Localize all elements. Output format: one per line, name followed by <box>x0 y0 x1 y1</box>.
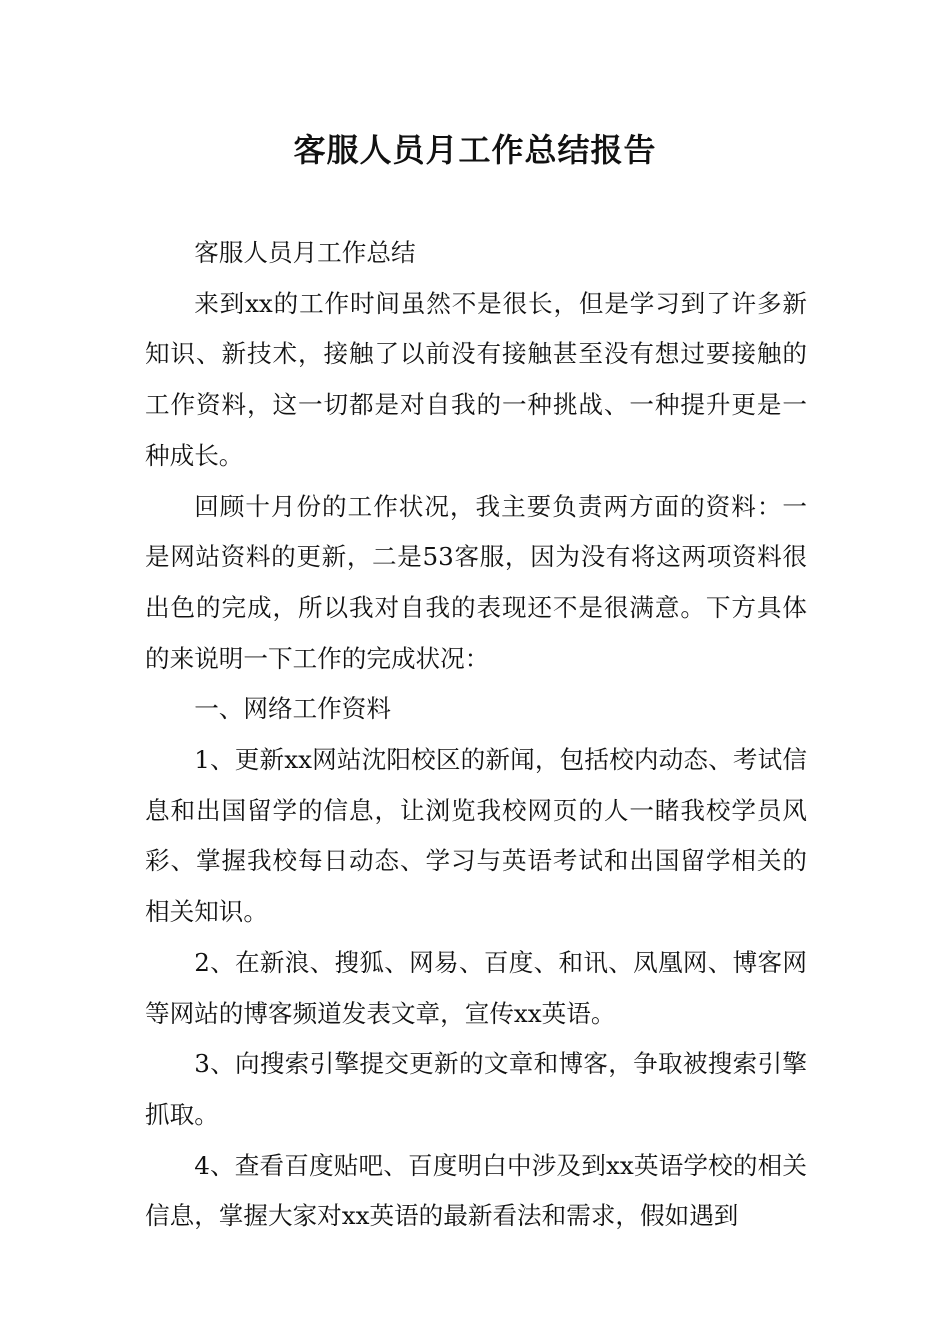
paragraph-review: 回顾十月份的工作状况，我主要负责两方面的资料：一是网站资料的更新，二是53客服，因为没有将这两项资料很出色的完成，所以我对自我的表现还不是很满意。下方具体的来说明一下工作的完成状况： <box>145 491 807 673</box>
document-body <box>145 228 807 1242</box>
paragraph-item-1: 1、更新xx网站沈阳校区的新闻，包括校内动态、考试信息和出国留学的信息，让浏览我校网页的人一睹我校学员风彩、掌握我校每日动态、学习与英语考试和出国留学相关的相关知识。 <box>145 745 807 927</box>
paragraph-subtitle: 客服人员月工作总结 <box>194 238 416 267</box>
paragraph-item-3: 3、向搜索引擎提交更新的文章和博客，争取被搜索引擎抓取。 <box>145 1049 807 1129</box>
document-title: 客服人员月工作总结报告 <box>293 131 657 169</box>
paragraph-item-2: 2、在新浪、搜狐、网易、百度、和讯、凤凰网、博客网等网站的博客频道发表文章，宣传xx英语。 <box>145 947 807 1028</box>
paragraph-intro: 来到xx的工作时间虽然不是很长，但是学习到了许多新知识、新技术，接触了以前没有接触甚至没有想过要接触的工作资料，这一切都是对自我的一种挑战、一种提升更是一种成长。 <box>145 288 807 470</box>
section-heading-network-work: 一、网络工作资料 <box>194 694 391 724</box>
paragraph-item-4: 4、查看百度贴吧、百度明白中涉及到xx英语学校的相关信息，掌握大家对xx英语的最新看法和需求，假如遇到 <box>145 1150 807 1231</box>
